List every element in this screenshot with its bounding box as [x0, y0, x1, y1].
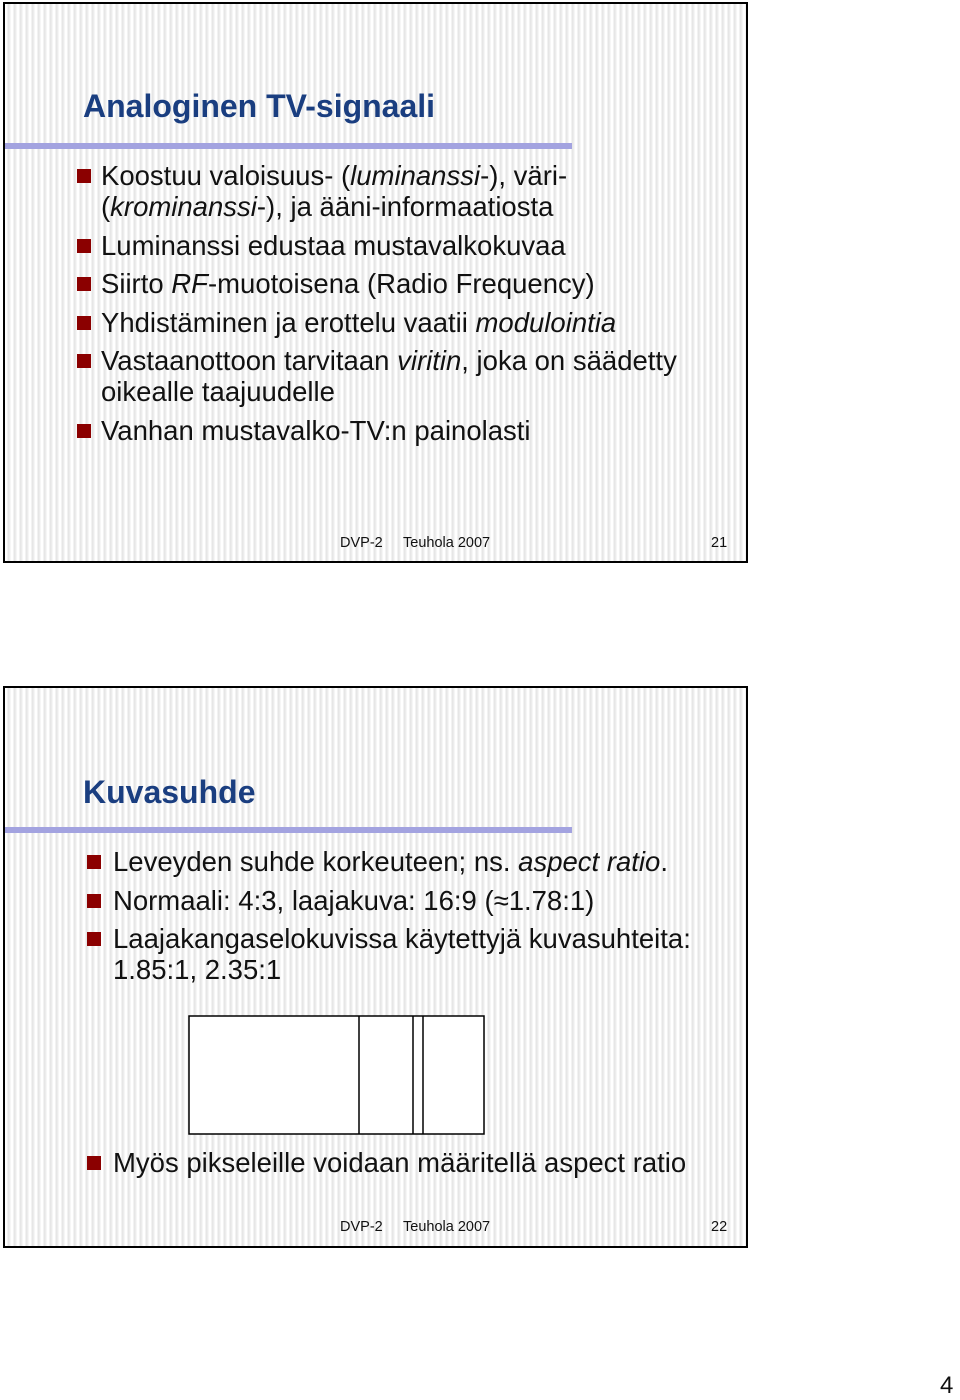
- list-item: [113, 923, 745, 985]
- page-number: 4: [940, 1372, 954, 1399]
- aspect-ratio-diagram: [188, 1015, 485, 1135]
- bullet-text: Vastaanottoon tarvitaan viritin, joka on säädetty oikealle taajuudelle: [101, 345, 677, 407]
- bullet-text: Leveyden suhde korkeuteen; ns. aspect ratio.: [113, 846, 668, 877]
- square-bullet-icon: [87, 855, 101, 869]
- list-item: [113, 846, 745, 877]
- square-bullet-icon: [77, 277, 91, 291]
- bullet-text: Yhdistäminen ja erottelu vaatii modulointia: [101, 306, 617, 338]
- bullet-text: Vanhan mustavalko-TV:n painolasti: [101, 414, 531, 446]
- footer-author: Teuhola 2007: [403, 1219, 491, 1235]
- footer-author: Teuhola 2007: [403, 535, 491, 551]
- list-item: [113, 1147, 745, 1178]
- footer-slide-number: 22: [711, 1219, 728, 1235]
- list-item: [101, 415, 741, 446]
- square-bullet-icon: [77, 239, 91, 253]
- list-item: [101, 307, 741, 338]
- bullet-text: Laajakangaselokuvissa käytettyjä kuvasuhteita: 1.85:1, 2.35:1: [113, 923, 691, 985]
- bullet-text: Koostuu valoisuus- (luminanssi-), väri-(krominanssi-), ja ääni-informaatiosta: [101, 160, 568, 222]
- bullet-text: Siirto RF-muotoisena (Radio Frequency): [101, 268, 595, 299]
- bullet-text: Normaali: 4:3, laajakuva: 16:9 (≈1.78:1): [113, 884, 595, 916]
- footer-course: DVP-2: [340, 1219, 383, 1235]
- slide-22: [3, 686, 748, 1248]
- bullet-text: Luminanssi edustaa mustavalkokuvaa: [101, 229, 566, 261]
- list-item: [113, 885, 745, 916]
- list-item: [101, 345, 741, 407]
- title-underline: [5, 143, 572, 149]
- footer-slide-number: 21: [711, 535, 728, 551]
- bullet-list: [113, 846, 745, 993]
- slide-title: Kuvasuhde: [83, 774, 256, 810]
- square-bullet-icon: [77, 424, 91, 438]
- frame-2-35: [189, 1016, 484, 1134]
- slide-title: Analoginen TV-signaali: [83, 88, 436, 124]
- bullet-text: Myös pikseleille voidaan määritellä aspect ratio: [113, 1147, 687, 1178]
- square-bullet-icon: [77, 169, 91, 183]
- list-item: [101, 230, 741, 261]
- title-underline: [5, 827, 572, 833]
- footer-course: DVP-2: [340, 535, 383, 551]
- square-bullet-icon: [87, 932, 101, 946]
- square-bullet-icon: [87, 894, 101, 908]
- bullet-list: [101, 160, 741, 453]
- list-item: [101, 160, 741, 222]
- list-item: [101, 268, 741, 299]
- slide-21: [3, 2, 748, 563]
- square-bullet-icon: [87, 1156, 101, 1170]
- bullet-list-bottom: [113, 1147, 745, 1178]
- square-bullet-icon: [77, 316, 91, 330]
- square-bullet-icon: [77, 354, 91, 368]
